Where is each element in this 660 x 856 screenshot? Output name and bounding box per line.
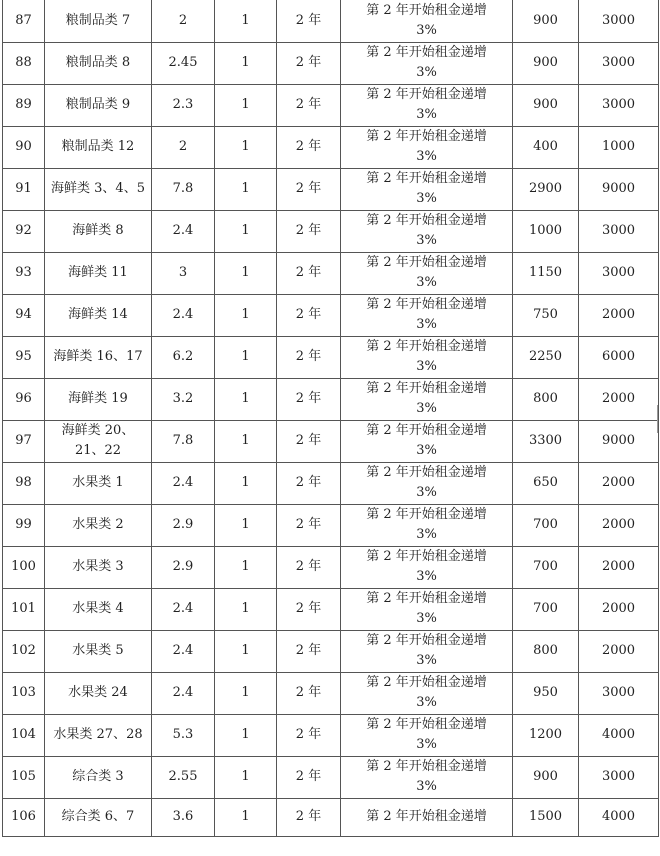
row-number-cell: 88 bbox=[3, 42, 45, 84]
area-cell: 2.55 bbox=[152, 756, 215, 798]
rent-cell: 2000 bbox=[579, 462, 659, 504]
row-number-cell: 94 bbox=[3, 294, 45, 336]
rent-cell: 2000 bbox=[579, 504, 659, 546]
note-rate: 3% bbox=[416, 653, 437, 668]
lease-term-cell: 2 年 bbox=[277, 336, 341, 378]
deposit-cell: 1150 bbox=[513, 252, 579, 294]
quantity-cell: 1 bbox=[215, 252, 277, 294]
quantity-cell: 1 bbox=[215, 42, 277, 84]
note-text: 第 2 年开始租金递增 bbox=[366, 759, 487, 774]
rent-increase-note-cell bbox=[341, 0, 513, 42]
lease-term-cell: 2 年 bbox=[277, 378, 341, 420]
table-row bbox=[3, 0, 659, 42]
rent-increase-note-cell bbox=[341, 630, 513, 672]
note-rate: 3% bbox=[416, 275, 437, 290]
area-cell: 7.8 bbox=[152, 168, 215, 210]
note-rate: 3% bbox=[416, 485, 437, 500]
rent-cell: 2000 bbox=[579, 588, 659, 630]
area-cell: 2 bbox=[152, 0, 215, 42]
row-number-cell: 99 bbox=[3, 504, 45, 546]
deposit-cell: 650 bbox=[513, 462, 579, 504]
quantity-cell: 1 bbox=[215, 462, 277, 504]
deposit-cell: 900 bbox=[513, 42, 579, 84]
item-name-cell: 粮制品类 9 bbox=[45, 84, 152, 126]
table-row bbox=[3, 252, 659, 294]
note-text: 第 2 年开始租金递增 bbox=[366, 129, 487, 144]
rent-cell: 9000 bbox=[579, 168, 659, 210]
rent-cell: 3000 bbox=[579, 84, 659, 126]
item-name-cell: 综合类 3 bbox=[45, 756, 152, 798]
table-row bbox=[3, 168, 659, 210]
item-name-cell: 海鲜类 3、4、5 bbox=[45, 168, 152, 210]
table-row bbox=[3, 462, 659, 504]
note-text: 第 2 年开始租金递增 bbox=[366, 87, 487, 102]
deposit-cell: 700 bbox=[513, 588, 579, 630]
row-number-cell: 101 bbox=[3, 588, 45, 630]
lease-term-cell: 2 年 bbox=[277, 462, 341, 504]
quantity-cell: 1 bbox=[215, 0, 277, 42]
rent-increase-note-cell bbox=[341, 462, 513, 504]
item-name-cell: 海鲜类 8 bbox=[45, 210, 152, 252]
row-number-cell: 105 bbox=[3, 756, 45, 798]
area-cell: 2.9 bbox=[152, 546, 215, 588]
row-number-cell: 102 bbox=[3, 630, 45, 672]
item-name-cell: 水果类 2 bbox=[45, 504, 152, 546]
note-rate: 3% bbox=[416, 443, 437, 458]
area-cell: 2.9 bbox=[152, 504, 215, 546]
row-number-cell: 103 bbox=[3, 672, 45, 714]
row-number-cell: 93 bbox=[3, 252, 45, 294]
note-rate: 3% bbox=[416, 569, 437, 584]
rent-increase-note-cell bbox=[341, 714, 513, 756]
item-name-cell: 海鲜类 20、21、22 bbox=[45, 420, 152, 462]
rent-increase-note-cell bbox=[341, 126, 513, 168]
rent-cell: 3000 bbox=[579, 252, 659, 294]
rent-cell: 4000 bbox=[579, 798, 659, 836]
note-text: 第 2 年开始租金递增 bbox=[366, 633, 487, 648]
deposit-cell: 900 bbox=[513, 756, 579, 798]
area-cell: 6.2 bbox=[152, 336, 215, 378]
quantity-cell: 1 bbox=[215, 588, 277, 630]
item-name-cell: 综合类 6、7 bbox=[45, 798, 152, 836]
note-text: 第 2 年开始租金递增 bbox=[366, 591, 487, 606]
quantity-cell: 1 bbox=[215, 210, 277, 252]
rent-cell: 3000 bbox=[579, 756, 659, 798]
lease-term-cell: 2 年 bbox=[277, 798, 341, 836]
lease-term-cell: 2 年 bbox=[277, 504, 341, 546]
row-number-cell: 89 bbox=[3, 84, 45, 126]
area-cell: 2.4 bbox=[152, 672, 215, 714]
deposit-cell: 800 bbox=[513, 378, 579, 420]
area-cell: 2.4 bbox=[152, 462, 215, 504]
area-cell: 2 bbox=[152, 126, 215, 168]
table-row bbox=[3, 42, 659, 84]
lease-term-cell: 2 年 bbox=[277, 420, 341, 462]
lease-term-cell: 2 年 bbox=[277, 756, 341, 798]
deposit-cell: 800 bbox=[513, 630, 579, 672]
row-number-cell: 92 bbox=[3, 210, 45, 252]
area-cell: 3.2 bbox=[152, 378, 215, 420]
item-name-cell: 水果类 3 bbox=[45, 546, 152, 588]
rent-increase-note-cell bbox=[341, 798, 513, 836]
quantity-cell: 1 bbox=[215, 546, 277, 588]
deposit-cell: 750 bbox=[513, 294, 579, 336]
quantity-cell: 1 bbox=[215, 672, 277, 714]
quantity-cell: 1 bbox=[215, 714, 277, 756]
table-row bbox=[3, 672, 659, 714]
item-name-cell: 海鲜类 16、17 bbox=[45, 336, 152, 378]
quantity-cell: 1 bbox=[215, 504, 277, 546]
rent-increase-note-cell bbox=[341, 378, 513, 420]
note-rate: 3% bbox=[416, 359, 437, 374]
table-row bbox=[3, 210, 659, 252]
table-row bbox=[3, 756, 659, 798]
table-row bbox=[3, 126, 659, 168]
rental-table bbox=[2, 0, 659, 837]
table-row bbox=[3, 798, 659, 836]
area-cell: 2.4 bbox=[152, 630, 215, 672]
area-cell: 5.3 bbox=[152, 714, 215, 756]
rent-increase-note-cell bbox=[341, 210, 513, 252]
rent-increase-note-cell bbox=[341, 420, 513, 462]
table-row bbox=[3, 294, 659, 336]
deposit-cell: 700 bbox=[513, 504, 579, 546]
item-name-cell: 海鲜类 11 bbox=[45, 252, 152, 294]
row-number-cell: 96 bbox=[3, 378, 45, 420]
lease-term-cell: 2 年 bbox=[277, 252, 341, 294]
rent-increase-note-cell bbox=[341, 546, 513, 588]
note-text: 第 2 年开始租金递增 bbox=[366, 2, 487, 18]
deposit-cell: 950 bbox=[513, 672, 579, 714]
deposit-cell: 1500 bbox=[513, 798, 579, 836]
table-body bbox=[3, 0, 659, 836]
lease-term-cell: 2 年 bbox=[277, 84, 341, 126]
area-cell: 2.4 bbox=[152, 210, 215, 252]
rent-cell: 1000 bbox=[579, 126, 659, 168]
rent-increase-note-cell bbox=[341, 252, 513, 294]
rent-cell: 6000 bbox=[579, 336, 659, 378]
rent-cell: 3000 bbox=[579, 42, 659, 84]
note-text: 第 2 年开始租金递增 bbox=[366, 465, 487, 480]
note-rate: 3% bbox=[416, 65, 437, 80]
rent-increase-note-cell bbox=[341, 336, 513, 378]
rent-increase-note-cell bbox=[341, 672, 513, 714]
note-text: 第 2 年开始租金递增 bbox=[366, 675, 487, 690]
lease-term-cell: 2 年 bbox=[277, 588, 341, 630]
rent-increase-note-cell bbox=[341, 588, 513, 630]
quantity-cell: 1 bbox=[215, 756, 277, 798]
table-row bbox=[3, 588, 659, 630]
rent-cell: 3000 bbox=[579, 210, 659, 252]
deposit-cell: 1000 bbox=[513, 210, 579, 252]
table-row bbox=[3, 546, 659, 588]
deposit-cell: 1200 bbox=[513, 714, 579, 756]
table-row bbox=[3, 504, 659, 546]
row-number-cell: 91 bbox=[3, 168, 45, 210]
rent-cell: 3000 bbox=[579, 672, 659, 714]
quantity-cell: 1 bbox=[215, 630, 277, 672]
note-text: 第 2 年开始租金递增 bbox=[366, 255, 487, 270]
note-text: 第 2 年开始租金递增 bbox=[366, 171, 487, 186]
table-row bbox=[3, 630, 659, 672]
deposit-cell: 700 bbox=[513, 546, 579, 588]
quantity-cell: 1 bbox=[215, 798, 277, 836]
lease-term-cell: 2 年 bbox=[277, 42, 341, 84]
rent-cell: 2000 bbox=[579, 546, 659, 588]
item-name-cell: 粮制品类 8 bbox=[45, 42, 152, 84]
note-text: 第 2 年开始租金递增 bbox=[366, 381, 487, 396]
rent-increase-note-cell bbox=[341, 756, 513, 798]
note-text: 第 2 年开始租金递增 bbox=[366, 809, 487, 824]
item-name-cell: 粮制品类 12 bbox=[45, 126, 152, 168]
item-name-cell: 水果类 5 bbox=[45, 630, 152, 672]
table-row bbox=[3, 378, 659, 420]
note-text: 第 2 年开始租金递增 bbox=[366, 549, 487, 564]
row-number-cell: 98 bbox=[3, 462, 45, 504]
area-cell: 2.4 bbox=[152, 294, 215, 336]
note-text: 第 2 年开始租金递增 bbox=[366, 339, 487, 354]
quantity-cell: 1 bbox=[215, 84, 277, 126]
item-name-cell: 水果类 24 bbox=[45, 672, 152, 714]
item-name-cell: 水果类 1 bbox=[45, 462, 152, 504]
note-text: 第 2 年开始租金递增 bbox=[366, 45, 487, 60]
row-number-cell: 95 bbox=[3, 336, 45, 378]
lease-term-cell: 2 年 bbox=[277, 168, 341, 210]
row-number-cell: 87 bbox=[3, 0, 45, 42]
note-rate: 3% bbox=[416, 779, 437, 794]
item-name-cell: 海鲜类 14 bbox=[45, 294, 152, 336]
lease-term-cell: 2 年 bbox=[277, 672, 341, 714]
area-cell: 3.6 bbox=[152, 798, 215, 836]
rent-increase-note-cell bbox=[341, 504, 513, 546]
area-cell: 7.8 bbox=[152, 420, 215, 462]
deposit-cell: 3300 bbox=[513, 420, 579, 462]
note-rate: 3% bbox=[416, 317, 437, 332]
deposit-cell: 2250 bbox=[513, 336, 579, 378]
quantity-cell: 1 bbox=[215, 336, 277, 378]
lease-term-cell: 2 年 bbox=[277, 0, 341, 42]
note-rate: 3% bbox=[416, 695, 437, 710]
row-number-cell: 104 bbox=[3, 714, 45, 756]
table-row bbox=[3, 420, 659, 462]
rent-increase-note-cell bbox=[341, 294, 513, 336]
quantity-cell: 1 bbox=[215, 294, 277, 336]
item-name-cell: 水果类 27、28 bbox=[45, 714, 152, 756]
note-rate: 3% bbox=[416, 401, 437, 416]
table-row bbox=[3, 84, 659, 126]
item-name-cell: 海鲜类 19 bbox=[45, 378, 152, 420]
note-text: 第 2 年开始租金递增 bbox=[366, 213, 487, 228]
rent-cell: 9000 bbox=[579, 420, 659, 462]
note-rate: 3% bbox=[416, 527, 437, 542]
deposit-cell: 2900 bbox=[513, 168, 579, 210]
area-cell: 2.45 bbox=[152, 42, 215, 84]
lease-term-cell: 2 年 bbox=[277, 210, 341, 252]
row-number-cell: 97 bbox=[3, 420, 45, 462]
note-text: 第 2 年开始租金递增 bbox=[366, 507, 487, 522]
item-name-cell: 水果类 4 bbox=[45, 588, 152, 630]
note-rate: 3% bbox=[416, 149, 437, 164]
lease-term-cell: 2 年 bbox=[277, 714, 341, 756]
note-rate: 3% bbox=[416, 191, 437, 206]
area-cell: 3 bbox=[152, 252, 215, 294]
quantity-cell: 1 bbox=[215, 168, 277, 210]
table-row bbox=[3, 714, 659, 756]
row-number-cell: 100 bbox=[3, 546, 45, 588]
row-number-cell: 106 bbox=[3, 798, 45, 836]
deposit-cell: 400 bbox=[513, 126, 579, 168]
note-rate: 3% bbox=[416, 22, 437, 38]
quantity-cell: 1 bbox=[215, 126, 277, 168]
area-cell: 2.3 bbox=[152, 84, 215, 126]
table-row bbox=[3, 336, 659, 378]
note-rate: 3% bbox=[416, 107, 437, 122]
deposit-cell: 900 bbox=[513, 84, 579, 126]
note-text: 第 2 年开始租金递增 bbox=[366, 297, 487, 312]
row-number-cell: 90 bbox=[3, 126, 45, 168]
note-rate: 3% bbox=[416, 233, 437, 248]
note-text: 第 2 年开始租金递增 bbox=[366, 423, 487, 438]
quantity-cell: 1 bbox=[215, 378, 277, 420]
rent-cell: 2000 bbox=[579, 630, 659, 672]
deposit-cell: 900 bbox=[513, 0, 579, 42]
rent-cell: 4000 bbox=[579, 714, 659, 756]
rent-increase-note-cell bbox=[341, 168, 513, 210]
quantity-cell: 1 bbox=[215, 420, 277, 462]
rent-cell: 2000 bbox=[579, 294, 659, 336]
note-rate: 3% bbox=[416, 737, 437, 752]
note-text: 第 2 年开始租金递增 bbox=[366, 717, 487, 732]
lease-term-cell: 2 年 bbox=[277, 546, 341, 588]
rent-cell: 2000 bbox=[579, 378, 659, 420]
rent-increase-note-cell bbox=[341, 42, 513, 84]
note-rate: 3% bbox=[416, 611, 437, 626]
item-name-cell: 粮制品类 7 bbox=[45, 0, 152, 42]
rent-increase-note-cell bbox=[341, 84, 513, 126]
area-cell: 2.4 bbox=[152, 588, 215, 630]
lease-term-cell: 2 年 bbox=[277, 630, 341, 672]
rent-cell: 3000 bbox=[579, 0, 659, 42]
lease-term-cell: 2 年 bbox=[277, 126, 341, 168]
lease-term-cell: 2 年 bbox=[277, 294, 341, 336]
